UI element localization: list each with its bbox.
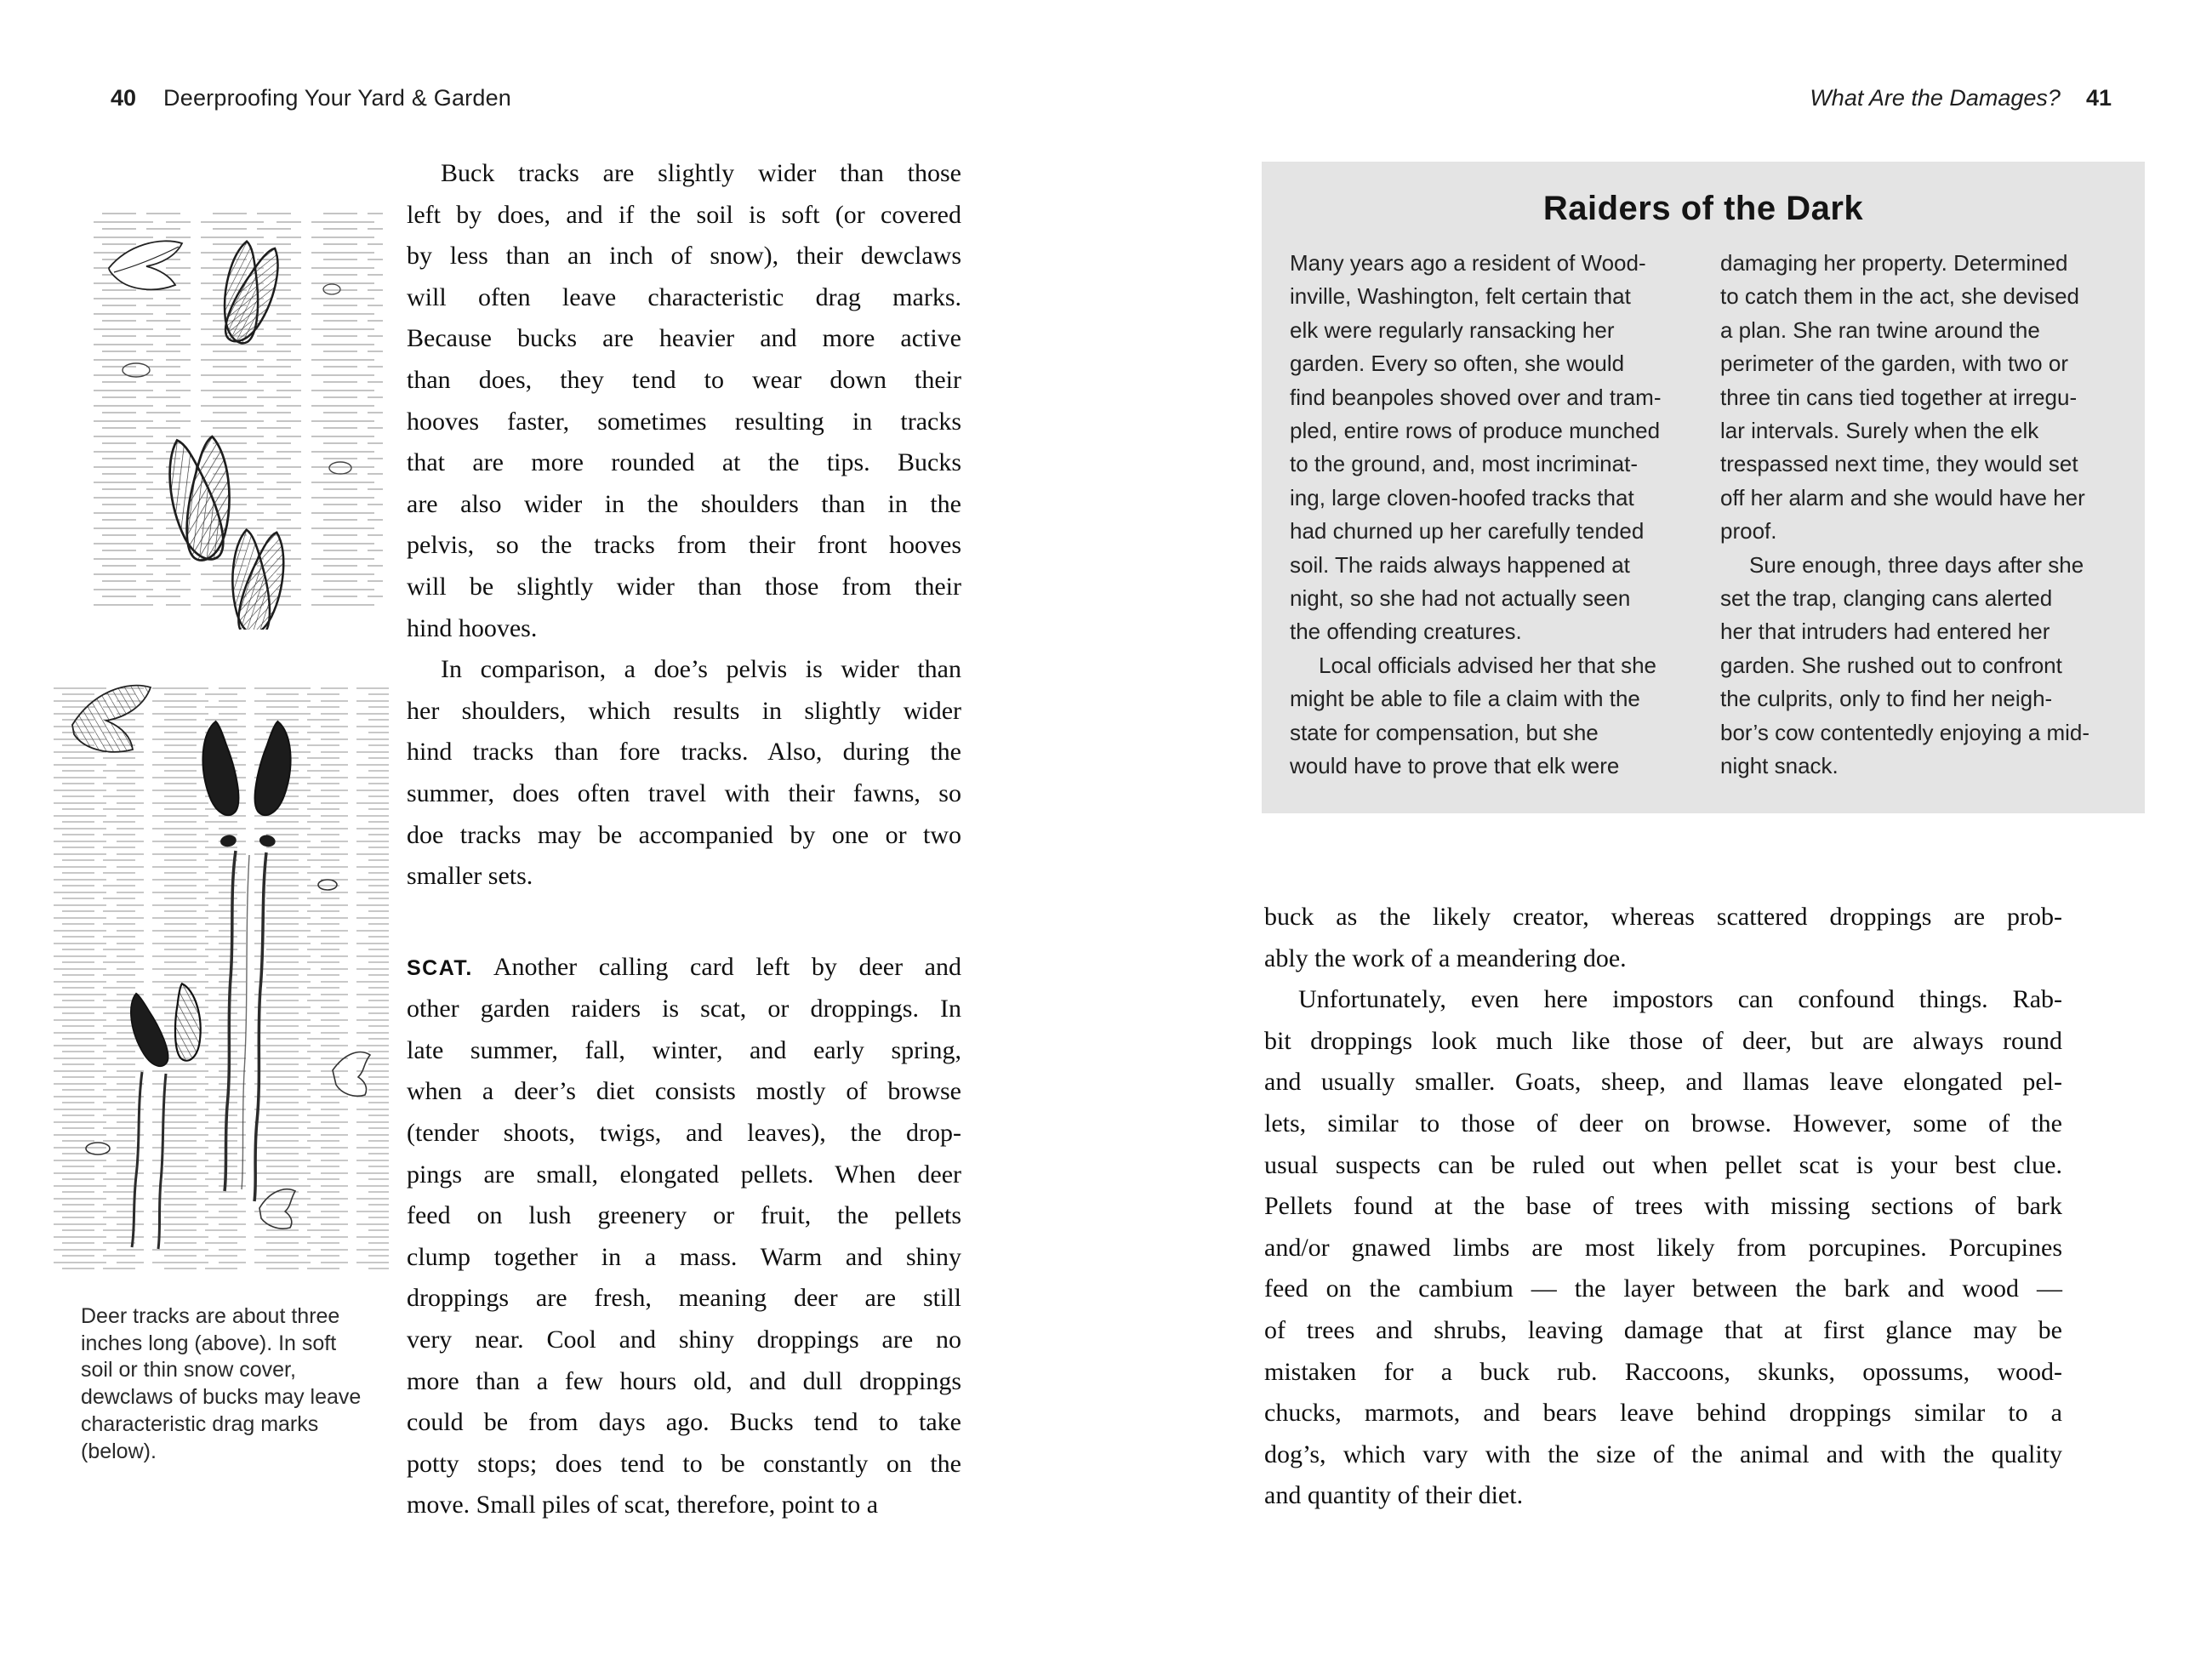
text-line: usual suspects can be ruled out when pellet scat is your best clue. [1264,1150,2062,1179]
text-line: Local officials advised her that she [1319,652,1656,678]
text-line: and usually smaller. Goats, sheep, and llamas leave elongated pel- [1264,1068,2062,1097]
text-line: buck as the likely creator, whereas scattered droppings are prob- [1264,903,2062,931]
text-line: would have to prove that elk were [1290,753,1620,779]
text-line: than does, they tend to wear down their [407,365,961,394]
text-line: soil or thin snow cover, [81,1358,296,1382]
text-line: a plan. She ran twine around the [1720,316,2040,343]
text-line: night snack. [1720,753,1839,779]
text-line: ably the work of a meandering doe. [1264,944,1627,972]
text-line: pings are small, elongated pellets. When deer [407,1160,961,1189]
text-line: to catch them in the act, she devised [1720,283,2080,310]
text-line: could be from days ago. Bucks tend to take [407,1408,961,1437]
text-line: (tender shoots, twigs, and leaves), the drop- [407,1119,961,1148]
running-head-right-title: What Are the Damages? [1810,85,2061,111]
drag-marks-illustration [47,672,396,1280]
illustration-caption [81,1303,370,1465]
text-line: will be slightly wider than those from their [407,572,961,601]
sidebar-column-2 [1720,247,2132,784]
paragraph [81,1303,370,1465]
text-line: lar intervals. Surely when the elk [1720,418,2039,444]
text-line: very near. Cool and shiny droppings are no [407,1325,961,1354]
sidebar-title: Raiders of the Dark [1542,190,1864,227]
paragraph [1264,979,2062,1517]
text-line: other garden raiders is scat, or droppings. In [407,995,961,1023]
paragraph [1290,247,1702,649]
paragraph [1720,247,2132,549]
text-line: left by does, and if the soil is soft (or covered [407,200,961,229]
text-line: set the trap, clanging cans alerted [1720,585,2053,612]
text-line: elk were regularly ransacking her [1290,316,1615,343]
text-line: (below). [81,1439,157,1463]
text-line: Sure enough, three days after she [1749,551,2084,578]
text-line: Deer tracks are about three [81,1304,340,1328]
text-line: In comparison, a doe’s pelvis is wider than [441,655,961,684]
text-line: and/or gnawed limbs are most likely from porcupines. Porcupines [1264,1233,2062,1262]
text-line: Because bucks are heavier and more active [407,324,961,353]
text-line: characteristic drag marks [81,1411,319,1436]
text-line: soil. The raids always happened at [1290,551,1630,578]
paragraph [1720,549,2132,784]
left-page-body-text [407,153,961,1526]
paragraph [407,947,961,1526]
text-line: night, so she had not actually seen [1290,585,1631,612]
text-line: to the ground, and, most incriminat- [1290,451,1638,477]
text-line: perimeter of the garden, with two or [1720,351,2068,377]
text-line: more than a few hours old, and dull droppings [407,1366,961,1395]
page-number-right: 41 [2085,85,2112,111]
text-line: chucks, marmots, and bears leave behind droppings similar to a [1264,1399,2062,1428]
text-line: dog’s, which vary with the size of the animal and with the quality [1264,1440,2062,1468]
text-line: lets, similar to those of deer on browse. However, some of the [1264,1109,2062,1137]
text-line: inches long (above). In soft [81,1331,337,1355]
text-line: Pellets found at the base of trees with missing sections of bark [1264,1192,2062,1221]
text-line: trespassed next time, they would set [1720,451,2078,477]
text-line: smaller sets. [407,862,533,891]
text-line: ing, large cloven-hoofed tracks that [1290,484,1634,510]
text-line: of trees and shrubs, leaving damage that at first glance may be [1264,1315,2062,1344]
text-line: SCAT. Another calling card left by deer and [407,952,961,981]
scat-run-in-head: SCAT. [407,955,473,980]
paragraph [1264,897,2062,979]
text-line: late summer, fall, winter, and early spring, [407,1035,961,1064]
text-line: summer, does often travel with their fawns, so [407,778,961,807]
text-line: proof. [1720,518,1777,544]
text-line: mistaken for a buck rub. Raccoons, skunks, opossums, wood- [1264,1357,2062,1386]
running-head-left-title: Deerproofing Your Yard & Garden [163,85,512,111]
text-line: had churned up her carefully tended [1290,518,1645,544]
text-line: Unfortunately, even here impostors can confound things. Rab- [1298,985,2062,1014]
deer-tracks-illustration [85,187,391,630]
paragraph [407,153,961,649]
text-line: three tin cans tied together at irregu- [1720,384,2078,410]
text-line: and quantity of their diet. [1264,1481,1524,1510]
text-line: hind hooves. [407,613,538,642]
text-line: pelvis, so the tracks from their front hooves [407,531,961,560]
text-line: find beanpoles shoved over and tram- [1290,384,1662,410]
paragraph [1290,649,1702,784]
right-page-body-text [1264,897,2062,1517]
text-line: feed on the cambium — the layer between the bark and wood — [1264,1274,2062,1303]
text-line: feed on lush greenery or fruit, the pellets [407,1201,961,1230]
text-line: when a deer’s diet consists mostly of browse [407,1077,961,1106]
text-line: dewclaws of bucks may leave [81,1385,362,1410]
text-line: garden. She rushed out to confront [1720,652,2062,678]
text-line: clump together in a mass. Warm and shiny [407,1242,961,1271]
text-line: her shoulders, which results in slightly wider [407,696,961,725]
paragraph [407,649,961,898]
sidebar-column-1 [1290,247,1702,784]
text-line: potty stops; does tend to be constantly on the [407,1449,961,1478]
text-line: Buck tracks are slightly wider than those [441,159,961,187]
text-line: are also wider in the shoulders than in the [407,489,961,518]
text-line: the offending creatures. [1290,619,1522,645]
text-line: bor’s cow contentedly enjoying a mid- [1720,719,2090,745]
text-line: move. Small piles of scat, therefore, point to a [407,1491,879,1519]
text-line: droppings are fresh, meaning deer are still [407,1284,961,1313]
text-line: off her alarm and she would have her [1720,484,2085,510]
text-line: hooves faster, sometimes resulting in tracks [407,407,961,436]
text-line: damaging her property. Determined [1720,250,2068,276]
text-line: by less than an inch of snow), their dewclaws [407,242,961,271]
text-line: the culprits, only to find her neigh- [1720,686,2053,712]
text-line: might be able to file a claim with the [1290,686,1640,712]
sidebar-box [1262,162,2145,813]
text-line: her that intruders had entered her [1720,619,2050,645]
text-line: inville, Washington, felt certain that [1290,283,1631,310]
text-line: state for compensation, but she [1290,719,1599,745]
running-head-left [111,85,511,111]
text-line: will often leave characteristic drag marks. [407,282,961,311]
running-head-right [1810,85,2112,111]
text-line: Many years ago a resident of Wood- [1290,250,1646,276]
text-line: doe tracks may be accompanied by one or two [407,820,961,849]
text-line: pled, entire rows of produce munched [1290,418,1661,444]
text-line: garden. Every so often, she would [1290,351,1625,377]
page-number-left: 40 [111,85,137,111]
text-line: that are more rounded at the tips. Bucks [407,448,961,477]
text-line: hind tracks than fore tracks. Also, during the [407,738,961,767]
text-line: bit droppings look much like those of deer, but are always round [1264,1026,2062,1055]
